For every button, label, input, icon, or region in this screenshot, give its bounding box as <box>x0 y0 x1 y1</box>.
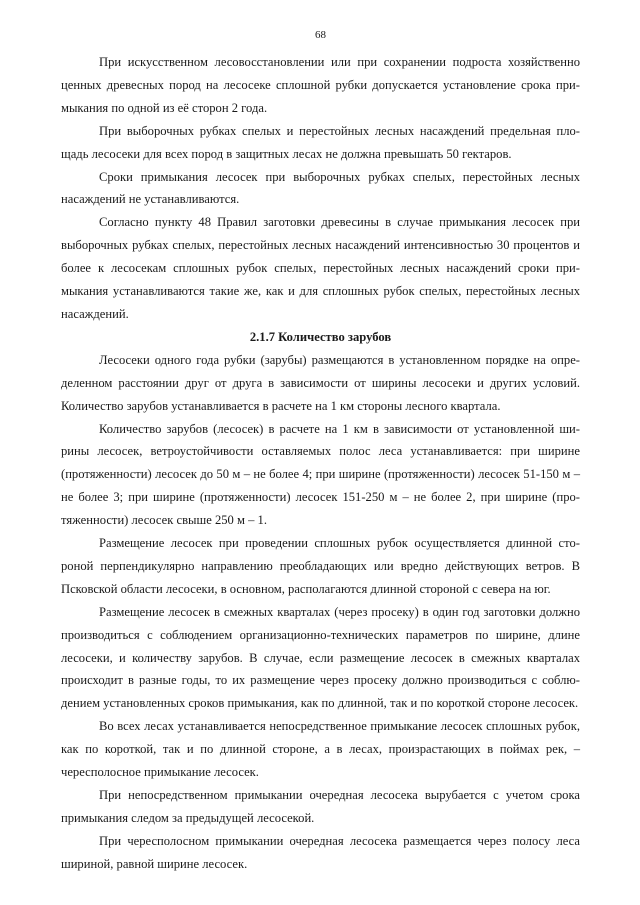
paragraph: Согласно пункту 48 Правил заготовки древесины в случае примыкания лесосек при выборочных рубках спелых, перестойных лесных насаждений интенсивностью 30 процентов и более к лесосекам сплошных рубок спелых, перестойных лесных насаждений сроки примыкания устанавливаются такие же, как и для сплошных рубок спелых, перестойных лесных насаждений. <box>61 215 580 321</box>
page-number: 68 <box>315 29 326 41</box>
paragraph: Во всех лесах устанавливается непосредственное примыкание лесосек сплошных рубок, как по короткой, так и по длинной стороне, а в лесах, произрастающих в поймах рек, – чересполосное примыкание лесосек. <box>61 719 580 780</box>
paragraph: Сроки примыкания лесосек при выборочных рубках спелых, перестойных лесных насаждений не устанавливаются. <box>61 169 580 207</box>
paragraph: Размещение лесосек в смежных кварталах (через просеку) в один год заготовки должно производиться с соблюдением организационно-технических параметров по ширине, длине лесосеки, и количеству зарубов. В случае, если размещение лесосек в смежных кварталах происходит в разные годы, то их размещение через просеку должно производиться с соблюдением установленных сроков примыкания, как по длинной, так и по короткой стороне лесосек. <box>61 604 580 711</box>
paragraph: Лесосеки одного года рубки (зарубы) размещаются в установленном порядке на определенном расстоянии друг от друга в зависимости от ширины лесосеки и других условий. Количество зарубов устанавливается в расчете на 1 км стороны лесного квартала. <box>61 352 580 413</box>
paragraph: Количество зарубов (лесосек) в расчете на 1 км в зависимости от установленной ширины лесосек, ветроустойчивости оставляемых полос леса устанавливается: при ширине (протяженности) лесосек до 50 м – не более 4; при ширине (протяженности) лесосек 51-150 м – не более 3; при ширине (протяженности) лесосек 151-250 м – не более 2, при ширине (протяженности) лесосек свыше 250 м – 1. <box>61 421 580 528</box>
paragraph: При выборочных рубках спелых и перестойных лесных насаждений предельная площадь лесосеки для всех пород в защитных лесах не должна превышать 50 гектаров. <box>61 123 580 161</box>
document-page <box>61 28 580 876</box>
paragraph: При непосредственном примыкании очередная лесосека вырубается с учетом срока примыкания следом за предыдущей лесосекой. <box>61 788 580 825</box>
paragraph: При чересполосном примыкании очередная лесосека размещается через полосу леса шириной, равной ширине лесосек. <box>61 833 580 871</box>
paragraph: При искусственном лесовосстановлении или при сохранении подроста хозяйственно ценных древесных пород на лесосеке сплошной рубки допускается установление срока примыкания по одной из её сторон 2 года. <box>61 55 580 115</box>
section-heading: 2.1.7 Количество зарубов <box>249 329 392 344</box>
paragraph: Размещение лесосек при проведении сплошных рубок осуществляется длинной стороной перпендикулярно направлению преобладающих или вредно действующих ветров. В Псковской области лесосеки, в основном, располагаются длинной стороной с севера на юг. <box>61 536 580 596</box>
